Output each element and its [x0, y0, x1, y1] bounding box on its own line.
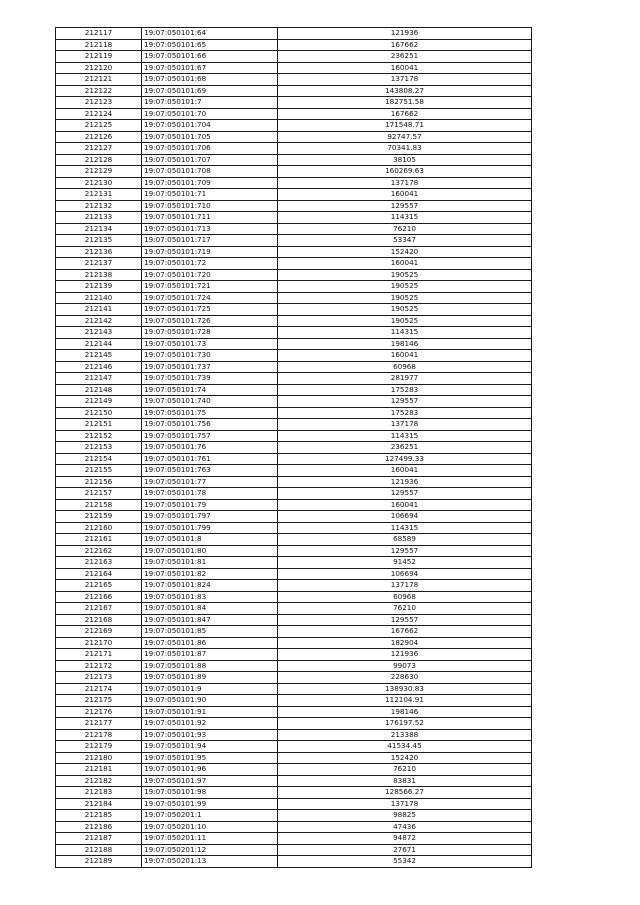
row-id-cell: 212176 — [56, 706, 142, 718]
row-id-cell: 212125 — [56, 120, 142, 132]
row-id-cell: 212117 — [56, 28, 142, 40]
table-row — [56, 591, 532, 603]
row-id-cell: 212154 — [56, 453, 142, 465]
amount-cell: 190525 — [278, 292, 532, 304]
amount-cell: 236251 — [278, 442, 532, 454]
amount-cell: 198146 — [278, 706, 532, 718]
cadastral-number-cell: 19:07:050101:737 — [142, 361, 278, 373]
table-row — [56, 51, 532, 63]
table-row — [56, 764, 532, 776]
amount-cell: 160041 — [278, 465, 532, 477]
amount-cell: 47436 — [278, 821, 532, 833]
row-id-cell: 212157 — [56, 488, 142, 500]
cadastral-number-cell: 19:07:050201:12 — [142, 844, 278, 856]
row-id-cell: 212181 — [56, 764, 142, 776]
amount-cell: 160269.63 — [278, 166, 532, 178]
table-row — [56, 844, 532, 856]
table-row — [56, 430, 532, 442]
table-row — [56, 488, 532, 500]
amount-cell: 60968 — [278, 361, 532, 373]
table-row — [56, 223, 532, 235]
cadastral-number-cell: 19:07:050101:706 — [142, 143, 278, 155]
cadastral-number-cell: 19:07:050101:708 — [142, 166, 278, 178]
table-row — [56, 580, 532, 592]
table-row — [56, 603, 532, 615]
amount-cell: 138930.83 — [278, 683, 532, 695]
cadastral-number-cell: 19:07:050201:10 — [142, 821, 278, 833]
row-id-cell: 212183 — [56, 787, 142, 799]
cadastral-number-cell: 19:07:050101:74 — [142, 384, 278, 396]
row-id-cell: 212140 — [56, 292, 142, 304]
cadastral-number-cell: 19:07:050101:721 — [142, 281, 278, 293]
row-id-cell: 212175 — [56, 695, 142, 707]
amount-cell: 281977 — [278, 373, 532, 385]
table-row — [56, 557, 532, 569]
row-id-cell: 212120 — [56, 62, 142, 74]
table-row — [56, 511, 532, 523]
amount-cell: 106694 — [278, 568, 532, 580]
table-row — [56, 683, 532, 695]
table-row — [56, 718, 532, 730]
row-id-cell: 212122 — [56, 85, 142, 97]
row-id-cell: 212168 — [56, 614, 142, 626]
table-row — [56, 626, 532, 638]
amount-cell: 70341.83 — [278, 143, 532, 155]
amount-cell: 160041 — [278, 499, 532, 511]
row-id-cell: 212119 — [56, 51, 142, 63]
cadastral-number-cell: 19:07:050101:824 — [142, 580, 278, 592]
table-row — [56, 833, 532, 845]
cadastral-number-cell: 19:07:050101:709 — [142, 177, 278, 189]
amount-cell: 121936 — [278, 649, 532, 661]
amount-cell: 160041 — [278, 350, 532, 362]
row-id-cell: 212162 — [56, 545, 142, 557]
row-id-cell: 212179 — [56, 741, 142, 753]
row-id-cell: 212180 — [56, 752, 142, 764]
row-id-cell: 212136 — [56, 246, 142, 258]
row-id-cell: 212163 — [56, 557, 142, 569]
cadastral-number-cell: 19:07:050101:740 — [142, 396, 278, 408]
row-id-cell: 212132 — [56, 200, 142, 212]
table-row — [56, 85, 532, 97]
cadastral-number-cell: 19:07:050101:65 — [142, 39, 278, 51]
table-row — [56, 281, 532, 293]
cadastral-number-cell: 19:07:050101:79 — [142, 499, 278, 511]
cadastral-number-cell: 19:07:050101:717 — [142, 235, 278, 247]
cadastral-number-cell: 19:07:050101:70 — [142, 108, 278, 120]
amount-cell: 190525 — [278, 304, 532, 316]
amount-cell: 76210 — [278, 764, 532, 776]
cadastral-number-cell: 19:07:050101:67 — [142, 62, 278, 74]
row-id-cell: 212151 — [56, 419, 142, 431]
table-row — [56, 407, 532, 419]
row-id-cell: 212158 — [56, 499, 142, 511]
table-row — [56, 522, 532, 534]
amount-cell: 143808.27 — [278, 85, 532, 97]
amount-cell: 167662 — [278, 108, 532, 120]
amount-cell: 98825 — [278, 810, 532, 822]
cadastral-number-cell: 19:07:050101:763 — [142, 465, 278, 477]
cadastral-number-cell: 19:07:050101:96 — [142, 764, 278, 776]
cadastral-number-cell: 19:07:050101:84 — [142, 603, 278, 615]
amount-cell: 27671 — [278, 844, 532, 856]
row-id-cell: 212169 — [56, 626, 142, 638]
cadastral-number-cell: 19:07:050101:725 — [142, 304, 278, 316]
amount-cell: 127499.33 — [278, 453, 532, 465]
row-id-cell: 212135 — [56, 235, 142, 247]
row-id-cell: 212145 — [56, 350, 142, 362]
table-row — [56, 327, 532, 339]
amount-cell: 167662 — [278, 39, 532, 51]
amount-cell: 152420 — [278, 752, 532, 764]
row-id-cell: 212149 — [56, 396, 142, 408]
amount-cell: 182904 — [278, 637, 532, 649]
table-row — [56, 660, 532, 672]
row-id-cell: 212127 — [56, 143, 142, 155]
cadastral-number-cell: 19:07:050101:847 — [142, 614, 278, 626]
amount-cell: 137178 — [278, 177, 532, 189]
row-id-cell: 212133 — [56, 212, 142, 224]
row-id-cell: 212126 — [56, 131, 142, 143]
row-id-cell: 212121 — [56, 74, 142, 86]
table-row — [56, 649, 532, 661]
row-id-cell: 212167 — [56, 603, 142, 615]
cadastral-number-cell: 19:07:050101:757 — [142, 430, 278, 442]
row-id-cell: 212159 — [56, 511, 142, 523]
amount-cell: 190525 — [278, 281, 532, 293]
amount-cell: 114315 — [278, 327, 532, 339]
table-row — [56, 108, 532, 120]
row-id-cell: 212118 — [56, 39, 142, 51]
table-row — [56, 787, 532, 799]
row-id-cell: 212186 — [56, 821, 142, 833]
table-row — [56, 396, 532, 408]
cadastral-number-cell: 19:07:050101:86 — [142, 637, 278, 649]
row-id-cell: 212182 — [56, 775, 142, 787]
cadastral-number-cell: 19:07:050101:756 — [142, 419, 278, 431]
table-row — [56, 39, 532, 51]
row-id-cell: 212123 — [56, 97, 142, 109]
amount-cell: 137178 — [278, 580, 532, 592]
cadastral-number-cell: 19:07:050101:76 — [142, 442, 278, 454]
amount-cell: 68589 — [278, 534, 532, 546]
cadastral-number-cell: 19:07:050101:78 — [142, 488, 278, 500]
cadastral-number-cell: 19:07:050101:89 — [142, 672, 278, 684]
amount-cell: 137178 — [278, 74, 532, 86]
cadastral-number-cell: 19:07:050101:80 — [142, 545, 278, 557]
amount-cell: 121936 — [278, 476, 532, 488]
amount-cell: 114315 — [278, 522, 532, 534]
row-id-cell: 212166 — [56, 591, 142, 603]
row-id-cell: 212164 — [56, 568, 142, 580]
table-row — [56, 154, 532, 166]
table-row — [56, 419, 532, 431]
amount-cell: 83831 — [278, 775, 532, 787]
cadastral-number-cell: 19:07:050101:92 — [142, 718, 278, 730]
cadastral-number-cell: 19:07:050101:66 — [142, 51, 278, 63]
cadastral-number-cell: 19:07:050101:97 — [142, 775, 278, 787]
row-id-cell: 212184 — [56, 798, 142, 810]
table-row — [56, 62, 532, 74]
amount-cell: 175283 — [278, 407, 532, 419]
cadastral-number-cell: 19:07:050101:95 — [142, 752, 278, 764]
table-row — [56, 235, 532, 247]
table-row — [56, 120, 532, 132]
table-row — [56, 706, 532, 718]
table-row — [56, 304, 532, 316]
cadastral-number-cell: 19:07:050101:85 — [142, 626, 278, 638]
cadastral-number-cell: 19:07:050101:71 — [142, 189, 278, 201]
cadastral-number-cell: 19:07:050101:707 — [142, 154, 278, 166]
table-row — [56, 269, 532, 281]
cadastral-number-cell: 19:07:050101:98 — [142, 787, 278, 799]
row-id-cell: 212173 — [56, 672, 142, 684]
amount-cell: 60968 — [278, 591, 532, 603]
cadastral-number-cell: 19:07:050101:711 — [142, 212, 278, 224]
cadastral-number-cell: 19:07:050101:704 — [142, 120, 278, 132]
row-id-cell: 212141 — [56, 304, 142, 316]
row-id-cell: 212152 — [56, 430, 142, 442]
row-id-cell: 212188 — [56, 844, 142, 856]
cadastral-number-cell: 19:07:050101:64 — [142, 28, 278, 40]
table-row — [56, 361, 532, 373]
amount-cell: 160041 — [278, 189, 532, 201]
row-id-cell: 212153 — [56, 442, 142, 454]
amount-cell: 106694 — [278, 511, 532, 523]
amount-cell: 38105 — [278, 154, 532, 166]
table-row — [56, 534, 532, 546]
cadastral-number-cell: 19:07:050101:720 — [142, 269, 278, 281]
cadastral-number-cell: 19:07:050101:69 — [142, 85, 278, 97]
cadastral-number-cell: 19:07:050101:797 — [142, 511, 278, 523]
table-row — [56, 258, 532, 270]
row-id-cell: 212128 — [56, 154, 142, 166]
cadastral-number-cell: 19:07:050101:99 — [142, 798, 278, 810]
amount-cell: 152420 — [278, 246, 532, 258]
row-id-cell: 212156 — [56, 476, 142, 488]
cadastral-number-cell: 19:07:050101:739 — [142, 373, 278, 385]
amount-cell: 175283 — [278, 384, 532, 396]
amount-cell: 228630 — [278, 672, 532, 684]
row-id-cell: 212177 — [56, 718, 142, 730]
table-row — [56, 810, 532, 822]
table-row — [56, 453, 532, 465]
table-row — [56, 568, 532, 580]
table-row — [56, 775, 532, 787]
cadastral-number-cell: 19:07:050101:93 — [142, 729, 278, 741]
cadastral-number-cell: 19:07:050101:9 — [142, 683, 278, 695]
cadastral-number-cell: 19:07:050201:11 — [142, 833, 278, 845]
table-row — [56, 292, 532, 304]
row-id-cell: 212189 — [56, 856, 142, 868]
row-id-cell: 212148 — [56, 384, 142, 396]
table-row — [56, 695, 532, 707]
cadastral-number-cell: 19:07:050101:94 — [142, 741, 278, 753]
cadastral-number-cell: 19:07:050101:77 — [142, 476, 278, 488]
table-row — [56, 442, 532, 454]
row-id-cell: 212137 — [56, 258, 142, 270]
row-id-cell: 212187 — [56, 833, 142, 845]
table-row — [56, 545, 532, 557]
cadastral-number-cell: 19:07:050101:72 — [142, 258, 278, 270]
table-row — [56, 821, 532, 833]
row-id-cell: 212124 — [56, 108, 142, 120]
row-id-cell: 212160 — [56, 522, 142, 534]
cadastral-number-cell: 19:07:050101:799 — [142, 522, 278, 534]
table-body — [56, 28, 532, 868]
table-row — [56, 499, 532, 511]
amount-cell: 76210 — [278, 223, 532, 235]
cadastral-number-cell: 19:07:050201:1 — [142, 810, 278, 822]
table-row — [56, 200, 532, 212]
amount-cell: 129557 — [278, 614, 532, 626]
amount-cell: 171548.71 — [278, 120, 532, 132]
cadastral-number-cell: 19:07:050101:91 — [142, 706, 278, 718]
amount-cell: 137178 — [278, 798, 532, 810]
amount-cell: 137178 — [278, 419, 532, 431]
table-row — [56, 166, 532, 178]
cadastral-number-cell: 19:07:050101:81 — [142, 557, 278, 569]
table-row — [56, 672, 532, 684]
cadastral-number-cell: 19:07:050101:728 — [142, 327, 278, 339]
table-row — [56, 212, 532, 224]
table-row — [56, 614, 532, 626]
row-id-cell: 212161 — [56, 534, 142, 546]
table-row — [56, 384, 532, 396]
amount-cell: 92747.57 — [278, 131, 532, 143]
table-row — [56, 246, 532, 258]
table-row — [56, 189, 532, 201]
row-id-cell: 212143 — [56, 327, 142, 339]
table-row — [56, 131, 532, 143]
cadastral-number-cell: 19:07:050101:726 — [142, 315, 278, 327]
amount-cell: 128566.27 — [278, 787, 532, 799]
row-id-cell: 212147 — [56, 373, 142, 385]
amount-cell: 55342 — [278, 856, 532, 868]
table-row — [56, 798, 532, 810]
amount-cell: 190525 — [278, 315, 532, 327]
document-page — [55, 27, 531, 868]
amount-cell: 112104.91 — [278, 695, 532, 707]
row-id-cell: 212155 — [56, 465, 142, 477]
cadastral-number-cell: 19:07:050101:68 — [142, 74, 278, 86]
cadastral-number-cell: 19:07:050201:13 — [142, 856, 278, 868]
cadastral-number-cell: 19:07:050101:761 — [142, 453, 278, 465]
row-id-cell: 212144 — [56, 338, 142, 350]
row-id-cell: 212174 — [56, 683, 142, 695]
amount-cell: 129557 — [278, 200, 532, 212]
amount-cell: 236251 — [278, 51, 532, 63]
row-id-cell: 212146 — [56, 361, 142, 373]
row-id-cell: 212142 — [56, 315, 142, 327]
cadastral-number-cell: 19:07:050101:724 — [142, 292, 278, 304]
amount-cell: 91452 — [278, 557, 532, 569]
amount-cell: 129557 — [278, 396, 532, 408]
amount-cell: 114315 — [278, 212, 532, 224]
row-id-cell: 212131 — [56, 189, 142, 201]
row-id-cell: 212134 — [56, 223, 142, 235]
row-id-cell: 212150 — [56, 407, 142, 419]
table-row — [56, 741, 532, 753]
table-row — [56, 143, 532, 155]
row-id-cell: 212129 — [56, 166, 142, 178]
row-id-cell: 212138 — [56, 269, 142, 281]
amount-cell: 53347 — [278, 235, 532, 247]
table-row — [56, 338, 532, 350]
amount-cell: 176197.52 — [278, 718, 532, 730]
cadastral-number-cell: 19:07:050101:90 — [142, 695, 278, 707]
table-row — [56, 315, 532, 327]
cadastral-number-cell: 19:07:050101:705 — [142, 131, 278, 143]
cadastral-number-cell: 19:07:050101:75 — [142, 407, 278, 419]
cadastral-number-cell: 19:07:050101:719 — [142, 246, 278, 258]
data-table — [55, 27, 532, 868]
cadastral-number-cell: 19:07:050101:73 — [142, 338, 278, 350]
table-row — [56, 476, 532, 488]
table-row — [56, 350, 532, 362]
table-row — [56, 28, 532, 40]
amount-cell: 167662 — [278, 626, 532, 638]
row-id-cell: 212139 — [56, 281, 142, 293]
cadastral-number-cell: 19:07:050101:83 — [142, 591, 278, 603]
row-id-cell: 212165 — [56, 580, 142, 592]
amount-cell: 182751.58 — [278, 97, 532, 109]
amount-cell: 190525 — [278, 269, 532, 281]
amount-cell: 41534.45 — [278, 741, 532, 753]
amount-cell: 160041 — [278, 258, 532, 270]
table-row — [56, 373, 532, 385]
table-row — [56, 637, 532, 649]
table-row — [56, 729, 532, 741]
amount-cell: 160041 — [278, 62, 532, 74]
row-id-cell: 212170 — [56, 637, 142, 649]
cadastral-number-cell: 19:07:050101:88 — [142, 660, 278, 672]
row-id-cell: 212171 — [56, 649, 142, 661]
amount-cell: 213388 — [278, 729, 532, 741]
table-row — [56, 74, 532, 86]
table-row — [56, 856, 532, 868]
table-row — [56, 465, 532, 477]
cadastral-number-cell: 19:07:050101:7 — [142, 97, 278, 109]
row-id-cell: 212172 — [56, 660, 142, 672]
cadastral-number-cell: 19:07:050101:82 — [142, 568, 278, 580]
cadastral-number-cell: 19:07:050101:713 — [142, 223, 278, 235]
cadastral-number-cell: 19:07:050101:730 — [142, 350, 278, 362]
amount-cell: 198146 — [278, 338, 532, 350]
row-id-cell: 212185 — [56, 810, 142, 822]
table-row — [56, 752, 532, 764]
row-id-cell: 212178 — [56, 729, 142, 741]
cadastral-number-cell: 19:07:050101:710 — [142, 200, 278, 212]
table-row — [56, 177, 532, 189]
amount-cell: 114315 — [278, 430, 532, 442]
cadastral-number-cell: 19:07:050101:87 — [142, 649, 278, 661]
row-id-cell: 212130 — [56, 177, 142, 189]
amount-cell: 99073 — [278, 660, 532, 672]
table-row — [56, 97, 532, 109]
amount-cell: 94872 — [278, 833, 532, 845]
cadastral-number-cell: 19:07:050101:8 — [142, 534, 278, 546]
amount-cell: 129557 — [278, 488, 532, 500]
amount-cell: 76210 — [278, 603, 532, 615]
amount-cell: 121936 — [278, 28, 532, 40]
amount-cell: 129557 — [278, 545, 532, 557]
